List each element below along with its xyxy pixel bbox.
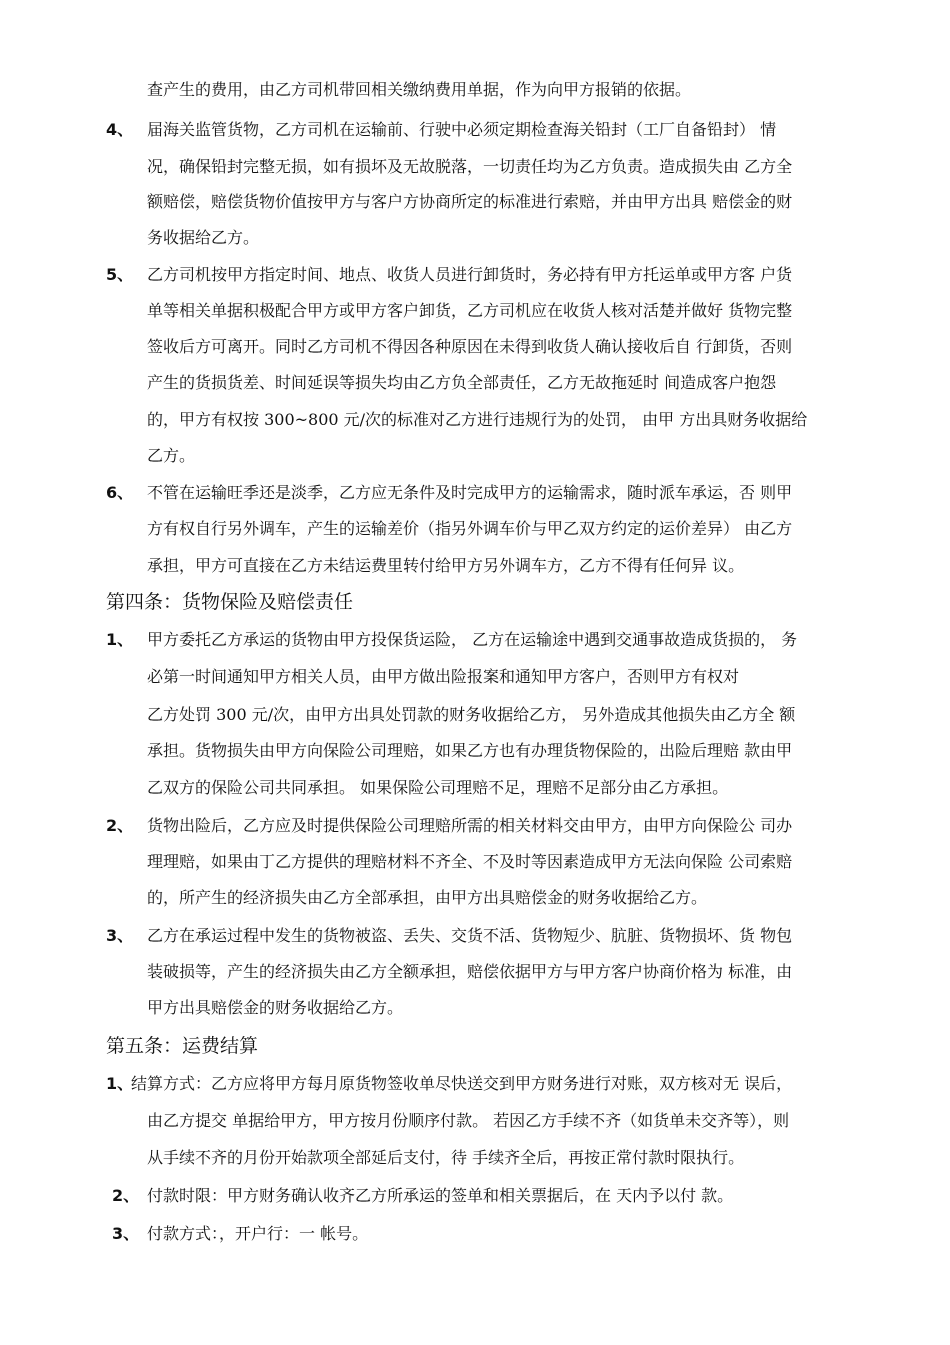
paragraph-line: 产生的货损货差、时间延误等损失均由乙方负全部责任，乙方无故拖延时 间造成客户抱怨 [147,373,777,392]
paragraph-line: 甲方出具赔偿金的财务收据给乙方。 [147,998,404,1017]
paragraph-line: 乙方司机按甲方指定时间、地点、收货人员进行卸货时，务必持有甲方托运单或甲方客 户货 [147,265,793,284]
paragraph-line: 的，甲方有权按 300~800 元/次的标准对乙方进行违规行为的处罚， 由甲 方出具财务收据给 [147,410,808,429]
paragraph-line: 届海关监管货物，乙方司机在运输前、行驶中必须定期检查海关铅封（工厂自备铅封） 情 [147,120,777,139]
paragraph-line: 务收据给乙方。 [147,228,260,247]
list-number: 3、 [106,926,134,945]
paragraph-line: 乙方在承运过程中发生的货物被盗、丢失、交货不活、货物短少、肮脏、货物损坏、货 物包 [147,926,793,945]
paragraph-line: 从手续不齐的月份开始款项全部延后支付，待 手续齐全后，再按正常付款时限执行。 [147,1148,745,1167]
paragraph-line: 甲方委托乙方承运的货物由甲方投保货运险， 乙方在运输途中遇到交通事故造成货损的， 务 [147,630,798,649]
paragraph-line: 付款时限：甲方财务确认收齐乙方所承运的签单和相关票据后，在 天内予以付 款。 [147,1186,734,1205]
section-heading: 第四条：货物保险及赔偿责任 [106,591,354,613]
paragraph-line: 装破损等，产生的经济损失由乙方全额承担，赔偿依据甲方与甲方客户协商价格为 标准，由 [147,962,793,981]
paragraph-line: 额赔偿，赔偿货物价值按甲方与客户方协商所定的标准进行索赔，并由甲方出具 赔偿金的财 [147,192,793,211]
paragraph-line: 理理赔，如果由丁乙方提供的理赔材料不齐全、不及时等因素造成甲方无法向保险 公司索赔 [147,852,793,871]
paragraph-line: 乙方。 [147,446,196,465]
list-number: 1、 [106,1074,134,1093]
paragraph-line: 签收后方可离开。同时乙方司机不得因各种原因在未得到收货人确认接收后自 行卸货，否则 [147,337,793,356]
list-number: 1、 [106,630,134,649]
paragraph-line: 承担，甲方可直接在乙方未结运费里转付给甲方另外调车方，乙方不得有任何异 议。 [147,556,745,575]
paragraph-line: 不管在运输旺季还是淡季，乙方应无条件及时完成甲方的运输需求，随时派车承运，否 则甲 [147,483,793,502]
paragraph-line: 货物出险后，乙方应及时提供保险公司理赔所需的相关材料交由甲方，由甲方向保险公 司办 [147,816,793,835]
paragraph-line: 乙方处罚 300 元/次，由甲方出具处罚款的财务收据给乙方， 另外造成其他损失由乙方全 额 [147,705,796,724]
list-number: 6、 [106,483,134,502]
paragraph-line: 承担。货物损失由甲方向保险公司理赔，如果乙方也有办理货物保险的，出险后理赔 款由甲 [147,741,793,760]
list-number: 3、 [112,1224,140,1243]
paragraph-line: 结算方式：乙方应将甲方每月原货物签收单尽快送交到甲方财务进行对账，双方核对无 误后， [131,1074,793,1093]
list-number: 4、 [106,120,134,139]
paragraph-line: 方有权自行另外调车，产生的运输差价（指另外调车价与甲乙双方约定的运价差异） 由乙方 [147,519,793,538]
paragraph-line: 付款方式：，开户行：一 帐号。 [147,1224,369,1243]
paragraph-line: 由乙方提交 单据给甲方，甲方按月份顺序付款。 若因乙方手续不齐（如货单未交齐等），则 [147,1111,790,1130]
paragraph-line: 查产生的费用，由乙方司机带回相关缴纳费用单据，作为向甲方报销的依据。 [147,80,692,99]
paragraph-line: 乙双方的保险公司共同承担。 如果保险公司理赔不足，理赔不足部分由乙方承担。 [147,778,729,797]
list-number: 5、 [106,265,134,284]
paragraph-line: 单等相关单据积极配合甲方或甲方客户卸货，乙方司机应在收货人核对活楚并做好 货物完整 [147,301,793,320]
list-number: 2、 [112,1186,140,1205]
paragraph-line: 况，确保铅封完整无损，如有损坏及无故脱落，一切责任均为乙方负责。造成损失由 乙方全 [147,157,793,176]
list-number: 2、 [106,816,134,835]
paragraph-line: 必第一时间通知甲方相关人员，由甲方做出险报案和通知甲方客户，否则甲方有权对 [147,667,740,686]
paragraph-line: 的，所产生的经济损失由乙方全部承担，由甲方出具赔偿金的财务收据给乙方。 [147,888,708,907]
section-heading: 第五条：运费结算 [106,1035,259,1057]
